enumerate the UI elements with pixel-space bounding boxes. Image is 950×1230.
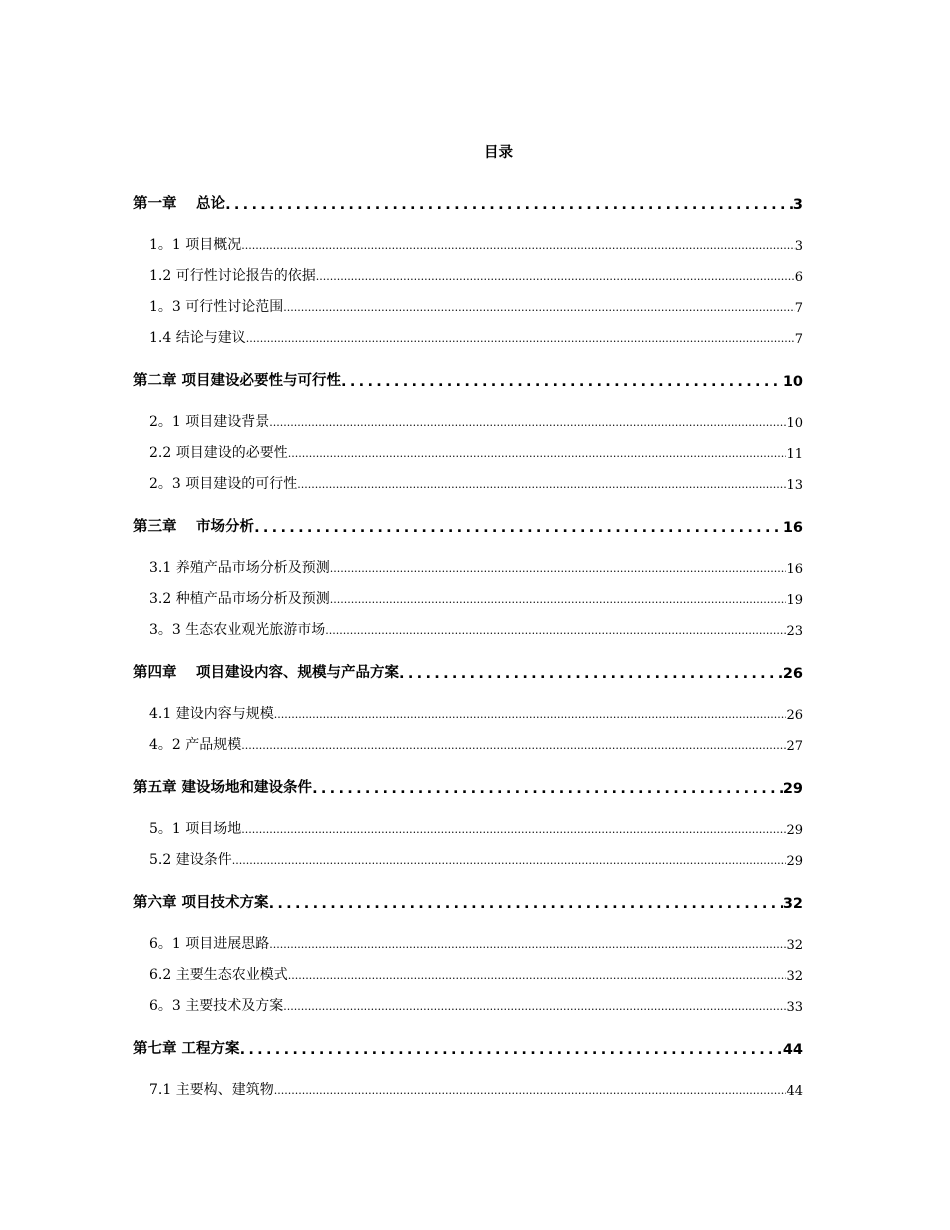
toc-section-entry[interactable]: [149, 619, 803, 639]
toc-page-number: 16: [786, 562, 803, 577]
toc-entry-label: 7.1 主要构、建筑物: [149, 1082, 274, 1098]
toc-section-entry[interactable]: [149, 849, 803, 869]
toc-entry-label: 2。1 项目建设背景: [149, 414, 270, 430]
toc-page-number: 33: [786, 1000, 803, 1015]
toc-dot-leader: [241, 822, 786, 838]
toc-entry-label: 1。3 可行性讨论范围: [149, 299, 284, 315]
toc-page-number: 10: [782, 374, 803, 390]
toc-section-entry[interactable]: [149, 818, 803, 838]
toc-dot-leader: [225, 197, 793, 213]
toc-dot-leader: [283, 300, 794, 316]
toc-dot-leader: [316, 269, 795, 285]
toc-dot-leader: [330, 561, 787, 577]
toc-dot-leader: [288, 446, 787, 462]
toc-section-entry[interactable]: [149, 442, 803, 462]
toc-entry-label: 第二章 项目建设必要性与可行性: [133, 373, 342, 389]
toc-page-number: 19: [786, 593, 803, 608]
toc-dot-leader: [254, 520, 783, 536]
toc-page-number: 26: [782, 666, 803, 682]
toc-entry-label: 4.1 建设内容与规模: [149, 706, 274, 722]
toc-chapter-entry[interactable]: [133, 892, 803, 912]
toc-entry-label: 1.4 结论与建议: [149, 330, 246, 346]
toc-entry-label: 第七章 工程方案: [133, 1041, 240, 1057]
toc-entry-label: 第四章 项目建设内容、规模与产品方案: [133, 665, 400, 681]
toc-dot-leader: [341, 374, 783, 390]
toc-dot-leader: [325, 623, 786, 639]
toc-entry-label: 5.2 建设条件: [149, 852, 232, 868]
toc-dot-leader: [241, 238, 794, 254]
toc-chapter-entry[interactable]: [133, 777, 803, 797]
toc-section-entry[interactable]: [149, 933, 803, 953]
toc-dot-leader: [312, 781, 783, 797]
toc-page-number: 10: [786, 416, 803, 431]
toc-dot-leader: [297, 477, 786, 493]
toc-section-entry[interactable]: [149, 234, 803, 254]
toc-entry-label: 3。3 生态农业观光旅游市场: [149, 622, 326, 638]
toc-chapter-entry[interactable]: [133, 662, 803, 682]
toc-page-number: 29: [786, 854, 803, 869]
toc-entry-label: 3.1 养殖产品市场分析及预测: [149, 560, 330, 576]
toc-dot-leader: [269, 415, 786, 431]
toc-dot-leader: [399, 666, 783, 682]
toc-entry-label: 3.2 种植产品市场分析及预测: [149, 591, 330, 607]
toc-section-entry[interactable]: [149, 734, 803, 754]
toc-entry-label: 1.2 可行性讨论报告的依据: [149, 268, 316, 284]
toc-section-entry[interactable]: [149, 327, 803, 347]
toc-entry-label: 6。1 项目进展思路: [149, 936, 270, 952]
toc-page-number: 32: [782, 896, 803, 912]
toc-section-entry[interactable]: [149, 1079, 803, 1099]
toc-page-number: 44: [786, 1084, 803, 1099]
toc-dot-leader: [240, 1042, 783, 1058]
toc-entry-label: 6.2 主要生态农业模式: [149, 967, 288, 983]
toc-section-entry[interactable]: [149, 473, 803, 493]
toc-chapter-entry[interactable]: [133, 370, 803, 390]
toc-page-number: 23: [786, 624, 803, 639]
toc-page-number: 16: [782, 520, 803, 536]
toc-page-number: 26: [786, 708, 803, 723]
toc-dot-leader: [232, 853, 787, 869]
toc-chapter-entry[interactable]: [133, 193, 803, 213]
toc-entry-label: 6。3 主要技术及方案: [149, 998, 284, 1014]
toc-chapter-entry[interactable]: [133, 1038, 803, 1058]
toc-page-number: 6: [794, 270, 803, 285]
toc-page-number: 29: [786, 823, 803, 838]
toc-section-entry[interactable]: [149, 265, 803, 285]
toc-page-number: 7: [794, 301, 803, 316]
toc-entry-label: 第三章 市场分析: [133, 519, 255, 535]
toc-dot-leader: [246, 331, 795, 347]
toc-page-number: 27: [786, 739, 803, 754]
toc-page-number: 29: [782, 781, 803, 797]
toc-dot-leader: [288, 968, 787, 984]
toc-entry-label: 1。1 项目概况: [149, 237, 242, 253]
toc-page-number: 11: [786, 447, 803, 462]
toc-page-number: 3: [794, 239, 803, 254]
toc-section-entry[interactable]: [149, 557, 803, 577]
toc-page-number: 3: [792, 197, 803, 213]
toc-page-number: 13: [786, 478, 803, 493]
toc-chapter-entry[interactable]: [133, 516, 803, 536]
toc-dot-leader: [269, 896, 783, 912]
toc-entry-label: 第一章 总论: [133, 196, 226, 212]
toc-dot-leader: [241, 738, 786, 754]
toc-section-entry[interactable]: [149, 296, 803, 316]
toc-dot-leader: [269, 937, 786, 953]
toc-page-number: 32: [786, 938, 803, 953]
toc-section-entry[interactable]: [149, 964, 803, 984]
toc-title: 目录: [484, 145, 513, 161]
toc-section-entry[interactable]: [149, 703, 803, 723]
toc-page-number: 32: [786, 969, 803, 984]
toc-section-entry[interactable]: [149, 995, 803, 1015]
toc-page-number: 7: [794, 332, 803, 347]
toc-section-entry[interactable]: [149, 411, 803, 431]
toc-entry-label: 4。2 产品规模: [149, 737, 242, 753]
toc-entry-label: 第六章 项目技术方案: [133, 895, 269, 911]
toc-entry-label: 2。3 项目建设的可行性: [149, 476, 298, 492]
toc-dot-leader: [283, 999, 786, 1015]
toc-dot-leader: [274, 1083, 787, 1099]
toc-page-number: 44: [782, 1042, 803, 1058]
toc-entry-label: 5。1 项目场地: [149, 821, 242, 837]
toc-dot-leader: [330, 592, 787, 608]
toc-dot-leader: [274, 707, 787, 723]
toc-entry-label: 2.2 项目建设的必要性: [149, 445, 288, 461]
toc-section-entry[interactable]: [149, 588, 803, 608]
toc-entry-label: 第五章 建设场地和建设条件: [133, 780, 313, 796]
